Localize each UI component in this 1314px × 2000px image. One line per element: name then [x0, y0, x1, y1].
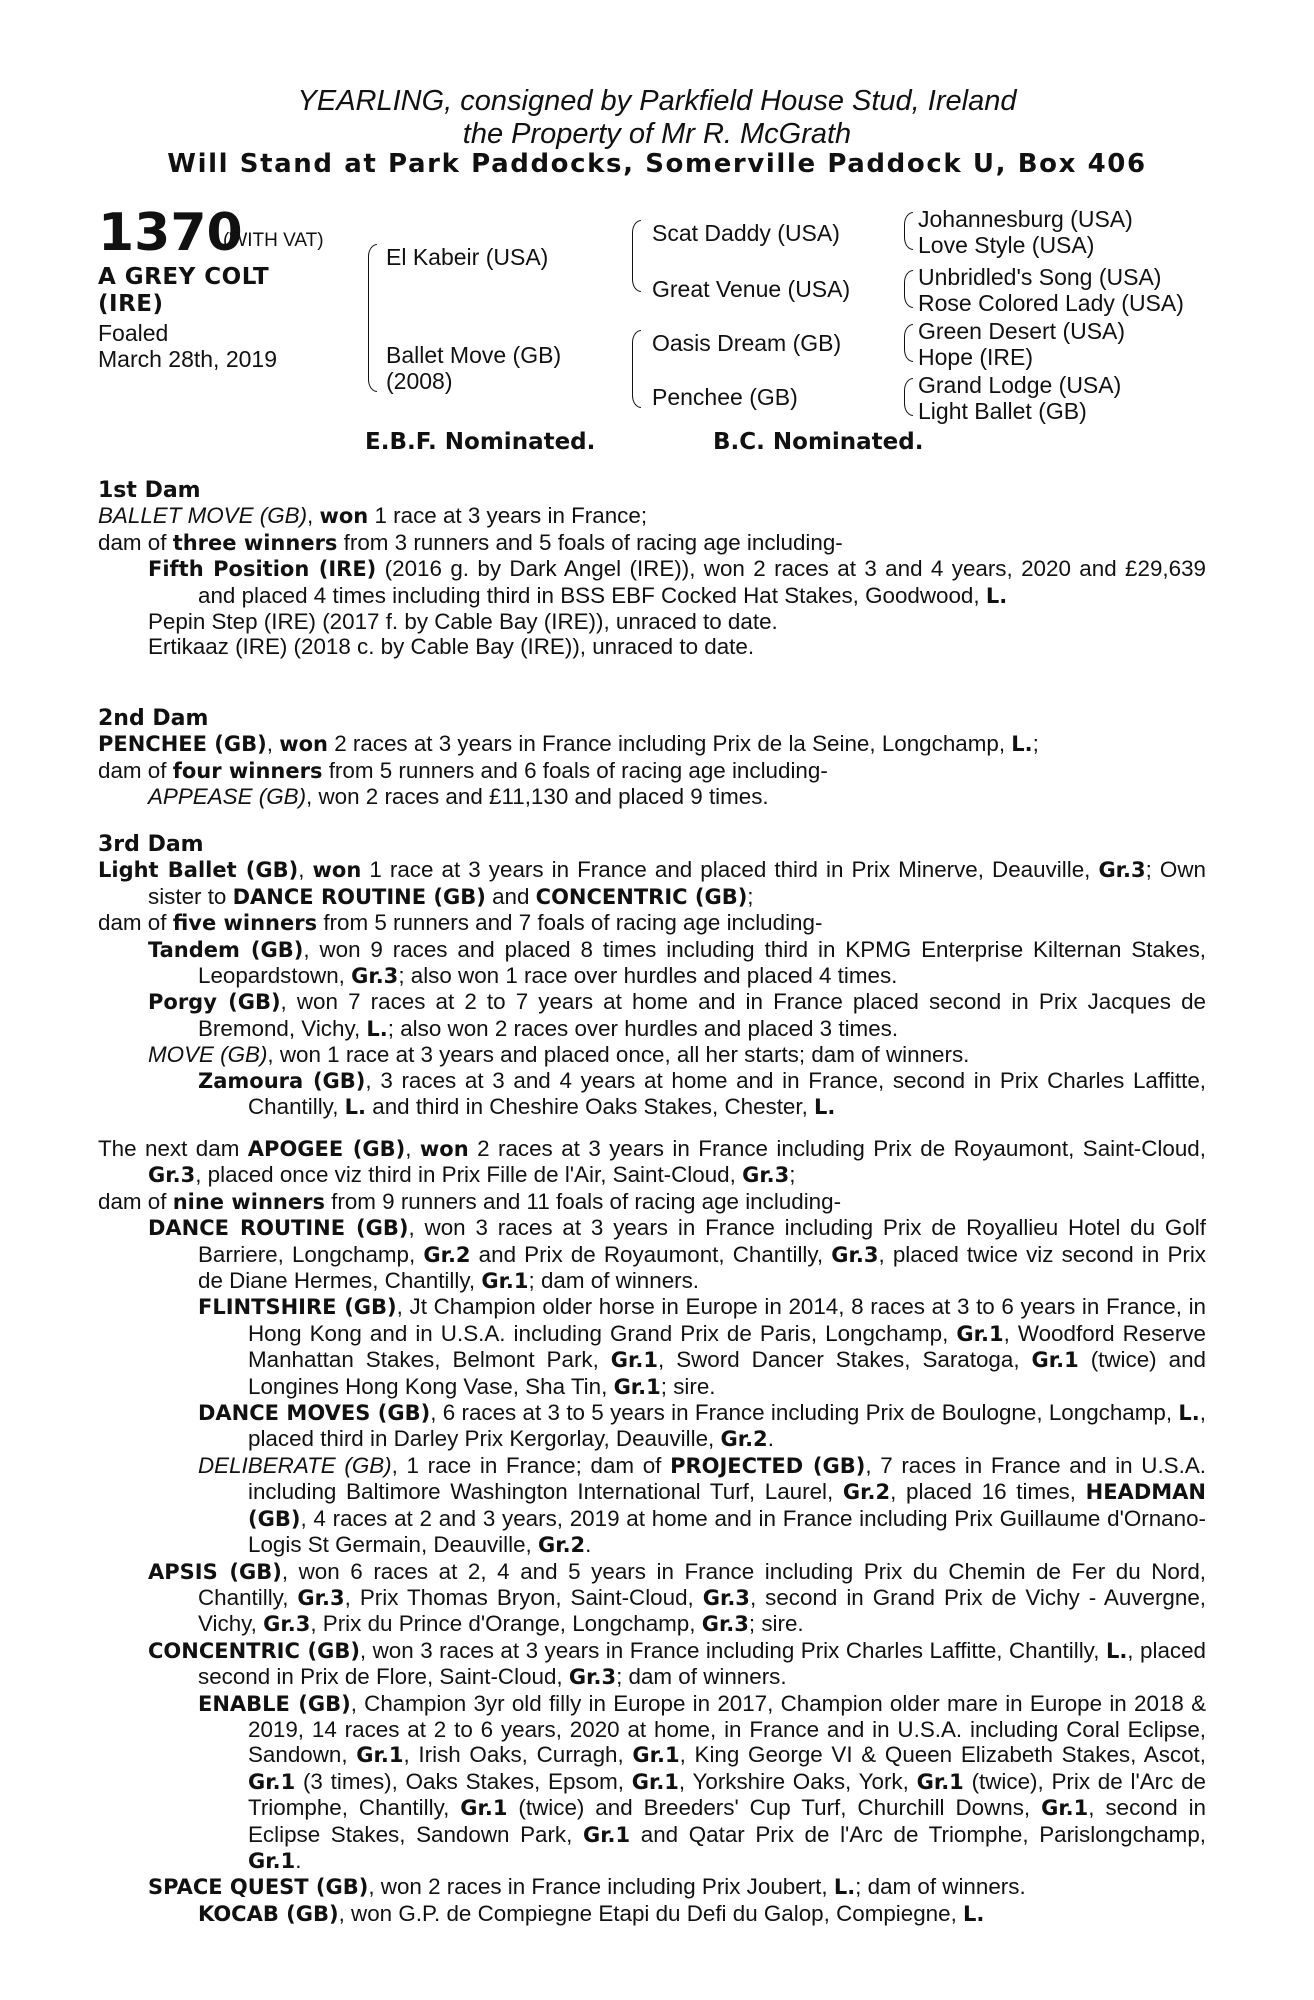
- text-run: , Jt Champion older horse in Europe in 2014, 8 races at 3 to 6 years in France, in Hong Kong and in U.S.A. including Grand Prix de Paris, Longchamp,: [248, 1294, 1206, 1346]
- text-run: (3 times), Oaks Stakes, Epsom,: [295, 1768, 632, 1794]
- pedigree-ddd: Light Ballet (GB): [918, 398, 1087, 424]
- text-run: , Prix du Prince d'Orange, Longchamp,: [310, 1611, 702, 1637]
- text-run: won: [312, 858, 362, 883]
- text-run: 2 races at 3 years in France including Prix de la Seine, Longchamp,: [327, 731, 1012, 757]
- text-run: Gr.1: [631, 1769, 679, 1794]
- text-run: 2 races at 3 years in France including Prix de Royaumont, Saint-Cloud,: [468, 1136, 1206, 1161]
- pedigree-sire-dam: Great Venue (USA): [652, 276, 851, 302]
- text-run: Gr.3: [831, 1242, 879, 1267]
- dam-entry: [98, 731, 1206, 757]
- text-run: ;: [747, 883, 754, 909]
- text-run: ,: [405, 1136, 420, 1161]
- produce-entry: [98, 1874, 1206, 1900]
- text-run: Gr.3: [568, 1665, 617, 1690]
- text-run: Gr.1: [1031, 1348, 1079, 1373]
- pedigree-sds: Unbridled's Song (USA): [918, 264, 1162, 290]
- pedigree-sss: Johannesburg (USA): [918, 206, 1133, 232]
- text-run: Zamoura (GB): [198, 1068, 366, 1093]
- text-run: won: [419, 1137, 469, 1161]
- produce-entry: [98, 989, 1206, 1042]
- text-run: Gr.3: [742, 1163, 790, 1188]
- text-run: PROJECTED (GB): [670, 1453, 866, 1478]
- text-run: Gr.3: [148, 1163, 196, 1188]
- produce-entry: [98, 1215, 1206, 1294]
- text-run: .: [295, 1847, 302, 1873]
- produce-entry: [98, 1294, 1206, 1400]
- text-run: (twice), Prix de l'Arc de Triomphe, Chantilly,: [248, 1768, 1206, 1821]
- text-run: , 1 race in France; dam of: [391, 1452, 671, 1478]
- text-run: MOVE (GB): [148, 1042, 268, 1068]
- text-run: , won 6 races at 2, 4 and 5 years in France including Prix du Chemin de Fer du Nord, Chantilly,: [198, 1558, 1206, 1610]
- text-run: Gr.3: [263, 1612, 311, 1637]
- text-run: L.: [1105, 1638, 1128, 1663]
- produce-entry: [98, 784, 1206, 809]
- text-run: Gr.1: [613, 1374, 661, 1399]
- produce-entry: [98, 1042, 1206, 1067]
- lot-description-line1: A GREY COLT: [98, 264, 270, 290]
- text-run: from 5 runners and 7 foals of racing age including-: [317, 910, 823, 936]
- text-run: L.: [366, 1016, 388, 1041]
- text-run: and Qatar Prix de l'Arc de Triomphe, Parislongchamp,: [630, 1821, 1206, 1847]
- text-run: , placed third in Darley Prix Kergorlay, Deauville,: [248, 1400, 1206, 1452]
- foaled-label: Foaled: [98, 320, 169, 346]
- text-run: ; sire.: [748, 1611, 804, 1637]
- pedigree-dss: Green Desert (USA): [918, 318, 1126, 344]
- text-run: ENABLE (GB): [198, 1691, 351, 1716]
- section-heading: 2nd Dam: [98, 706, 209, 731]
- text-run: Gr.3: [702, 1585, 750, 1610]
- brace-sd: [904, 270, 913, 308]
- third-dam-section: [98, 832, 1206, 1120]
- location-line: Will Stand at Park Paddocks, Somerville Paddock U, Box 406: [167, 149, 1147, 179]
- text-run: and: [485, 883, 536, 909]
- produce-entry: Ertikaaz (IRE) (2018 c. by Cable Bay (IRE)), unraced to date.: [148, 634, 755, 660]
- text-run: FLINTSHIRE (GB): [198, 1295, 397, 1320]
- text-run: Gr.1: [582, 1822, 631, 1847]
- text-run: DANCE ROUTINE (GB): [232, 884, 486, 909]
- text-run: , placed 16 times,: [890, 1479, 1086, 1505]
- section-heading: 3rd Dam: [98, 832, 204, 857]
- text-run: Gr.1: [460, 1796, 508, 1821]
- text-run: HEADMAN (GB): [248, 1480, 1206, 1531]
- text-run: won: [319, 504, 369, 529]
- text-run: APSIS (GB): [148, 1559, 282, 1584]
- text-run: ,: [266, 731, 280, 757]
- pedigree-sire-sire: Scat Daddy (USA): [652, 220, 840, 246]
- produce-entry: [98, 556, 1206, 609]
- text-run: L.: [1178, 1401, 1200, 1426]
- text-run: , won 2 races in France including Prix Joubert,: [368, 1874, 834, 1900]
- ebf-nominated: E.B.F. Nominated.: [365, 429, 596, 455]
- dam-entry: [98, 1136, 1206, 1189]
- text-run: ;: [1032, 731, 1039, 757]
- pedigree-dam-year: (2008): [386, 368, 453, 394]
- text-run: , won 3 races at 3 years in France including Prix Charles Laffitte, Chantilly,: [359, 1637, 1106, 1663]
- vat-note: (WITH VAT): [223, 230, 324, 251]
- text-run: , placed second in Prix de Flore, Saint-Cloud,: [198, 1637, 1206, 1690]
- text-run: L.: [814, 1095, 836, 1120]
- text-run: Gr.1: [610, 1348, 658, 1373]
- owner-line: the Property of Mr R. McGrath: [462, 118, 852, 150]
- text-run: Gr.1: [916, 1769, 964, 1794]
- text-run: Porgy (GB): [148, 990, 281, 1015]
- text-run: ; dam of winners.: [616, 1664, 787, 1690]
- text-run: from 9 runners and 11 foals of racing age including-: [324, 1188, 842, 1214]
- section-heading: 1st Dam: [98, 478, 201, 503]
- dam-entry: [98, 503, 1206, 529]
- text-run: and Prix de Royaumont, Chantilly,: [470, 1241, 832, 1267]
- text-run: ; sire.: [660, 1373, 716, 1399]
- text-run: Tandem (GB): [148, 937, 304, 962]
- text-run: 1 race at 3 years in France and placed third in Prix Minerve, Deauville,: [361, 857, 1099, 883]
- text-run: The next dam: [98, 1136, 248, 1161]
- bc-nominated: B.C. Nominated.: [713, 429, 924, 455]
- text-run: Gr.1: [248, 1769, 296, 1794]
- text-run: DANCE ROUTINE (GB): [148, 1216, 409, 1241]
- text-run: , won 7 races at 2 to 7 years at home and in France placed second in Prix Jacques de Bremond, Vichy,: [198, 989, 1206, 1041]
- text-run: CONCENTRIC (GB): [148, 1638, 360, 1663]
- produce-entry: [98, 937, 1206, 990]
- text-run: DELIBERATE (GB): [198, 1452, 392, 1478]
- text-run: (twice) and Longines Hong Kong Vase, Sha Tin,: [248, 1347, 1206, 1399]
- produce-summary: [98, 758, 1206, 784]
- text-run: ; dam of winners.: [855, 1874, 1026, 1900]
- text-run: .: [767, 1426, 774, 1452]
- text-run: ,: [307, 503, 320, 529]
- produce-entry: [98, 1638, 1206, 1691]
- text-run: ; also won 2 races over hurdles and placed 3 times.: [387, 1015, 899, 1041]
- text-run: , 7 races in France and in U.S.A. including Baltimore Washington International Turf, Laurel,: [248, 1452, 1206, 1505]
- text-run: , Sword Dancer Stakes, Saratoga,: [658, 1347, 1032, 1373]
- brace-dd: [904, 378, 913, 416]
- dam-entry: [98, 857, 1206, 910]
- text-run: ; dam of winners.: [528, 1268, 700, 1294]
- text-run: CONCENTRIC (GB): [535, 884, 748, 909]
- pedigree-sdd: Rose Colored Lady (USA): [918, 290, 1184, 316]
- text-run: dam of: [98, 757, 173, 783]
- text-run: , won G.P. de Compiegne Etapi du Defi du Galop, Compiegne,: [338, 1900, 964, 1926]
- text-run: , Irish Oaks, Curragh,: [403, 1742, 633, 1768]
- text-run: Gr.1: [632, 1743, 680, 1768]
- text-run: BALLET MOVE (GB): [98, 503, 308, 529]
- brace-ss: [904, 212, 913, 250]
- produce-entry: [98, 1453, 1206, 1559]
- text-run: Gr.1: [248, 1848, 296, 1873]
- lot-description-line2: (IRE): [98, 291, 164, 317]
- text-run: , King George VI & Queen Elizabeth Stakes, Ascot,: [679, 1742, 1206, 1768]
- text-run: , won 1 race at 3 years and placed once, all her starts; dam of winners.: [267, 1042, 970, 1068]
- foaled-info: [98, 320, 277, 372]
- text-run: APPEASE (GB): [148, 784, 307, 810]
- text-run: , won 9 races and placed 8 times including third in KPMG Enterprise Kilternan Stakes, Leopardstown,: [198, 936, 1206, 989]
- text-run: , placed once viz third in Prix Fille de l'Air, Saint-Cloud,: [195, 1162, 743, 1188]
- lot-number: 1370: [98, 203, 243, 263]
- text-run: Gr.2: [720, 1427, 768, 1452]
- text-run: ; also won 1 race over hurdles and placed 4 times.: [398, 963, 898, 989]
- produce-summary: [98, 530, 1206, 556]
- text-run: , Yorkshire Oaks, York,: [678, 1768, 917, 1794]
- next-dam-section: [98, 1136, 1206, 1927]
- text-run: and third in Cheshire Oaks Stakes, Chester,: [366, 1094, 815, 1120]
- text-run: Gr.3: [701, 1612, 749, 1637]
- text-run: , 6 races at 3 to 5 years in France including Prix de Boulogne, Longchamp,: [430, 1400, 1179, 1426]
- text-run: 1 race at 3 years in France;: [368, 503, 648, 529]
- pedigree-dam: Ballet Move (GB): [386, 342, 562, 368]
- text-run: Light Ballet (GB): [98, 858, 299, 883]
- text-run: , Champion 3yr old filly in Europe in 2017, Champion older mare in Europe in 2018 & 2019, 14 races at 2 to 6 years, 2020 at home, in France and in U.S.A. including Coral Eclipse, Sandown,: [248, 1690, 1206, 1768]
- pedigree-dds: Grand Lodge (USA): [918, 372, 1122, 398]
- pedigree-dam-dam: Penchee (GB): [652, 384, 798, 410]
- text-run: KOCAB (GB): [198, 1901, 339, 1926]
- text-run: ; Own sister to: [148, 857, 1206, 909]
- second-dam-section: [98, 706, 1206, 810]
- produce-entry: [98, 1559, 1206, 1638]
- text-run: dam of: [98, 529, 173, 555]
- text-run: L.: [985, 583, 1008, 608]
- text-run: ,: [298, 857, 313, 883]
- text-run: L.: [344, 1095, 367, 1120]
- text-run: from 5 runners and 6 foals of racing age including-: [322, 757, 828, 783]
- text-run: PENCHEE (GB): [98, 732, 267, 757]
- text-run: Gr.3: [351, 964, 399, 989]
- text-run: L.: [963, 1901, 985, 1926]
- text-run: , 3 races at 3 and 4 years at home and in France, second in Prix Charles Laffitte, Chantilly,: [248, 1067, 1206, 1120]
- text-run: Gr.1: [356, 1743, 404, 1768]
- text-run: , Prix Thomas Bryon, Saint-Cloud,: [344, 1584, 703, 1610]
- text-run: L.: [1011, 732, 1033, 757]
- text-run: , won 3 races at 3 years in France including Prix de Royallieu Hotel du Golf Barriere, Longchamp,: [198, 1215, 1206, 1267]
- text-run: four winners: [172, 758, 323, 783]
- text-run: SPACE QUEST (GB): [148, 1875, 369, 1900]
- pedigree-dsd: Hope (IRE): [918, 344, 1034, 370]
- text-run: dam of: [98, 910, 173, 936]
- dam-line-brace: [632, 330, 641, 408]
- text-run: Gr.1: [481, 1269, 529, 1294]
- text-run: Gr.3: [1098, 858, 1146, 883]
- lot-description: [98, 264, 269, 318]
- first-dam-section: [98, 478, 1206, 660]
- sire-dam-brace: [368, 244, 377, 392]
- text-run: (2016 g. by Dark Angel (IRE)), won 2 races at 3 and 4 years, 2020 and £29,639 and placed 4 times including third in BSS EBF Cocked Hat Stakes, Goodwood,: [198, 556, 1206, 608]
- text-run: (twice) and Breeders' Cup Turf, Churchill Downs,: [507, 1795, 1042, 1821]
- text-run: , second in Grand Prix de Vichy - Auvergne, Vichy,: [198, 1584, 1206, 1637]
- text-run: L.: [833, 1875, 856, 1900]
- text-run: ;: [789, 1162, 796, 1188]
- text-run: , placed twice viz second in Prix de Diane Hermes, Chantilly,: [198, 1241, 1207, 1294]
- pedigree-sire: El Kabeir (USA): [386, 244, 549, 270]
- text-run: five winners: [172, 911, 318, 936]
- text-run: .: [585, 1532, 592, 1558]
- produce-summary: [98, 1189, 1206, 1215]
- text-run: Gr.3: [297, 1585, 345, 1610]
- text-run: Gr.2: [842, 1480, 891, 1505]
- text-run: , Woodford Reserve Manhattan Stakes, Belmont Park,: [248, 1320, 1206, 1373]
- brace-ds: [904, 324, 913, 362]
- text-run: won: [279, 732, 328, 757]
- produce-summary: [98, 910, 1206, 936]
- produce-entry: [98, 1691, 1206, 1875]
- text-run: Gr.1: [956, 1321, 1004, 1346]
- text-run: Gr.2: [537, 1533, 586, 1558]
- text-run: Gr.2: [423, 1242, 471, 1267]
- consignor-line: YEARLING, consigned by Parkfield House Stud, Ireland: [297, 85, 1017, 117]
- text-run: DANCE MOVES (GB): [198, 1401, 431, 1426]
- sire-line-brace: [632, 220, 641, 292]
- foaled-date: March 28th, 2019: [98, 346, 278, 372]
- pedigree-dam-sire: Oasis Dream (GB): [652, 330, 842, 356]
- produce-entry: [98, 1400, 1206, 1453]
- text-run: APOGEE (GB): [247, 1137, 406, 1161]
- text-run: from 3 runners and 5 foals of racing age including-: [337, 529, 843, 555]
- produce-entry: [98, 1901, 1206, 1927]
- produce-entry: Pepin Step (IRE) (2017 f. by Cable Bay (IRE)), unraced to date.: [148, 609, 778, 635]
- text-run: , won 2 races and £11,130 and placed 9 times.: [306, 784, 769, 810]
- text-run: dam of: [98, 1188, 173, 1214]
- text-run: , 4 races at 2 and 3 years, 2019 at home and in France including Prix Guillaume d'Ornano-Logis St Germain, Deauville,: [248, 1505, 1206, 1558]
- text-run: , second in Eclipse Stakes, Sandown Park,: [248, 1795, 1207, 1847]
- text-run: three winners: [172, 530, 338, 555]
- text-run: Gr.1: [1041, 1796, 1089, 1821]
- produce-entry: [98, 1068, 1206, 1121]
- pedigree-ssd: Love Style (USA): [918, 232, 1095, 258]
- text-run: Fifth Position (IRE): [148, 557, 377, 582]
- text-run: nine winners: [172, 1189, 325, 1214]
